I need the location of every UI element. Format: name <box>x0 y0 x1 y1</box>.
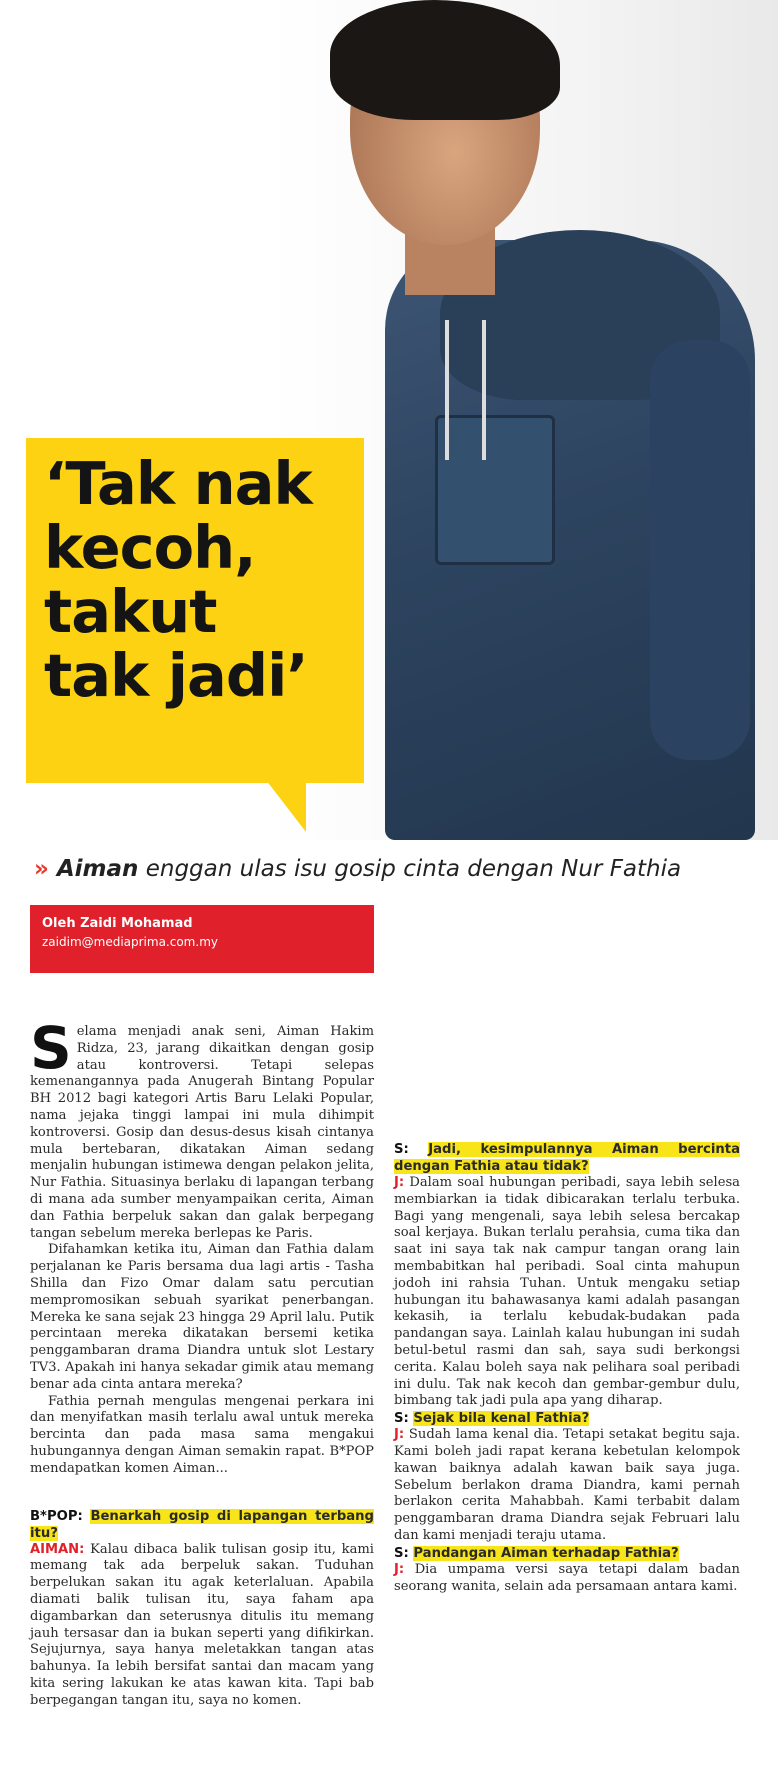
question: S: Pandangan Aiman terhadap Fathia? <box>394 1545 679 1561</box>
answer: J: Dalam soal hubungan peribadi, saya lebih selesa membiarkan ia tidak dibicarakan terlalu terbuka. Bagi yang mengenali, saya lebih selesa bercakap soal kerjaya. Bukan terlalu perahsia, cuma tika dan saat ini saya tak nak campur tangan orang lain membabitkan hal peribadi. Soal cinta mahupun jodoh ini rahsia Tuhan. Untuk mengaku setiap hubungan itu bahawasanya kami adalah pasangan kekasih, ia terlalu kebudak-budakan pada pandangan saya. Lainlah kalau hubungan ini sudah betul-betul rasmi dan sah, saya sudi berkongsi cerita. Kalau boleh saya nak pelihara soal peribadi ini dulu. Tak nak kecoh dan gembar-gembur dulu, bimbang tak jadi pula apa yang diharap. <box>394 1175 740 1409</box>
intro-paragraph: Selama menjadi anak seni, Aiman Hakim Ridza, 23, jarang dikaitkan dengan gosip atau kontroversi. Tetapi selepas kemenangannya pada Anugerah Bintang Popular BH 2012 bagi kategori Artis Baru Lelaki Popular, nama jejaka tinggi lampai ini mula dihimpit kontroversi. Gosip dan desus-desus kisah cintanya mula bertebaran, dikatakan Aiman sedang menjalin hubungan istimewa dengan pelakon jelita, Nur Fathia. Situasinya berlaku di lapangan terbang di mana ada sumber menyampaikan cerita, Aiman dan Fathia berpeluk sakan dan galak berpegang tangan sebelum mereka berlepas ke Paris. <box>30 1014 374 1241</box>
hood-cord <box>445 320 449 460</box>
headline-line: ‘Tak nak <box>44 449 312 518</box>
body-paragraph: Fathia pernah mengulas mengenai perkara ini dan menyifatkan masih terlalu awal untuk mereka bercinta dan pada masa sama mengakui hubungannya dengan Aiman semakin rapat. B*POP mendapatkan komen Aiman... <box>30 1393 374 1476</box>
chevron-icon: » <box>34 856 49 882</box>
answer: AIMAN: Kalau dibaca balik tulisan gosip itu, kami memang tak ada berpeluk sakan. Tuduhan berpelukan sakan itu agak keterlaluan. Apabila diamati balik tulisan itu, saya faham apa digambarkan dan seterusnya ditulis itu memang jauh tersasar dan ia bukan seperti yang difikirkan. Sejujurnya, saya hanya meletakkan tangan atas bahunya. Ia lebih bersifat santai dan macam yang kita sering lakukan ke atas kawan kita. Tapi bab berpegangan tangan itu, saya no komen. <box>30 1541 374 1708</box>
arm <box>650 340 750 760</box>
headline-line: tak jadi’ <box>44 641 308 710</box>
subheadline <box>34 856 681 882</box>
article-column-2 <box>394 905 740 1595</box>
question: S: Sejak bila kenal Fathia? <box>394 1411 590 1427</box>
article-column-1 <box>30 1014 374 1709</box>
subhead-name: Aiman <box>56 856 139 882</box>
answer: J: Dia umpama versi saya tetapi dalam badan seorang wanita, selain ada persamaan antara kami. <box>394 1561 740 1594</box>
byline-email: zaidim@mediaprima.com.my <box>42 935 218 949</box>
question: B*POP: Benarkah gosip di lapangan terbang itu? <box>30 1508 374 1541</box>
bubble-tail <box>266 780 306 832</box>
chest-pocket <box>435 415 555 565</box>
subhead-text: enggan ulas isu gosip cinta dengan Nur Fathia <box>145 856 682 882</box>
hood-cord <box>482 320 486 460</box>
answer: J: Sudah lama kenal dia. Tetapi setakat begitu saja. Kami boleh jadi rapat kerana kebetulan kelompok kawan baiknya adalah kawan baik saya juga. Sebelum berlakon drama Diandra, kami pernah berlakon cerita Mahabbah. Kami terbabit dalam penggambaran drama Diandra sejak Februari lalu dan kami menjadi teraju utama. <box>394 1427 740 1543</box>
drop-cap: S <box>30 1014 72 1082</box>
byline-author: Oleh Zaidi Mohamad <box>42 916 193 931</box>
headline-line: takut <box>44 577 217 646</box>
question: S: Jadi, kesimpulannya Aiman bercinta dengan Fathia atau tidak? <box>394 1142 740 1174</box>
headline-line: kecoh, <box>44 513 256 582</box>
hair <box>330 0 560 120</box>
byline-box <box>30 905 374 973</box>
body-paragraph: Difahamkan ketika itu, Aiman dan Fathia dalam perjalanan ke Paris bersama dua lagi artis - Tasha Shilla dan Fizo Omar dalam satu percutian mempromosikan sebuah syarikat penerbangan. Mereka ke sana sejak 23 hingga 29 April lalu. Putik percintaan mereka dikatakan bersemi ketika penggambaran drama Diandra untuk slot Lestary TV3. Apakah ini hanya sekadar gimik atau memang benar ada cinta antara mereka? <box>30 1242 374 1392</box>
headline <box>44 449 354 710</box>
